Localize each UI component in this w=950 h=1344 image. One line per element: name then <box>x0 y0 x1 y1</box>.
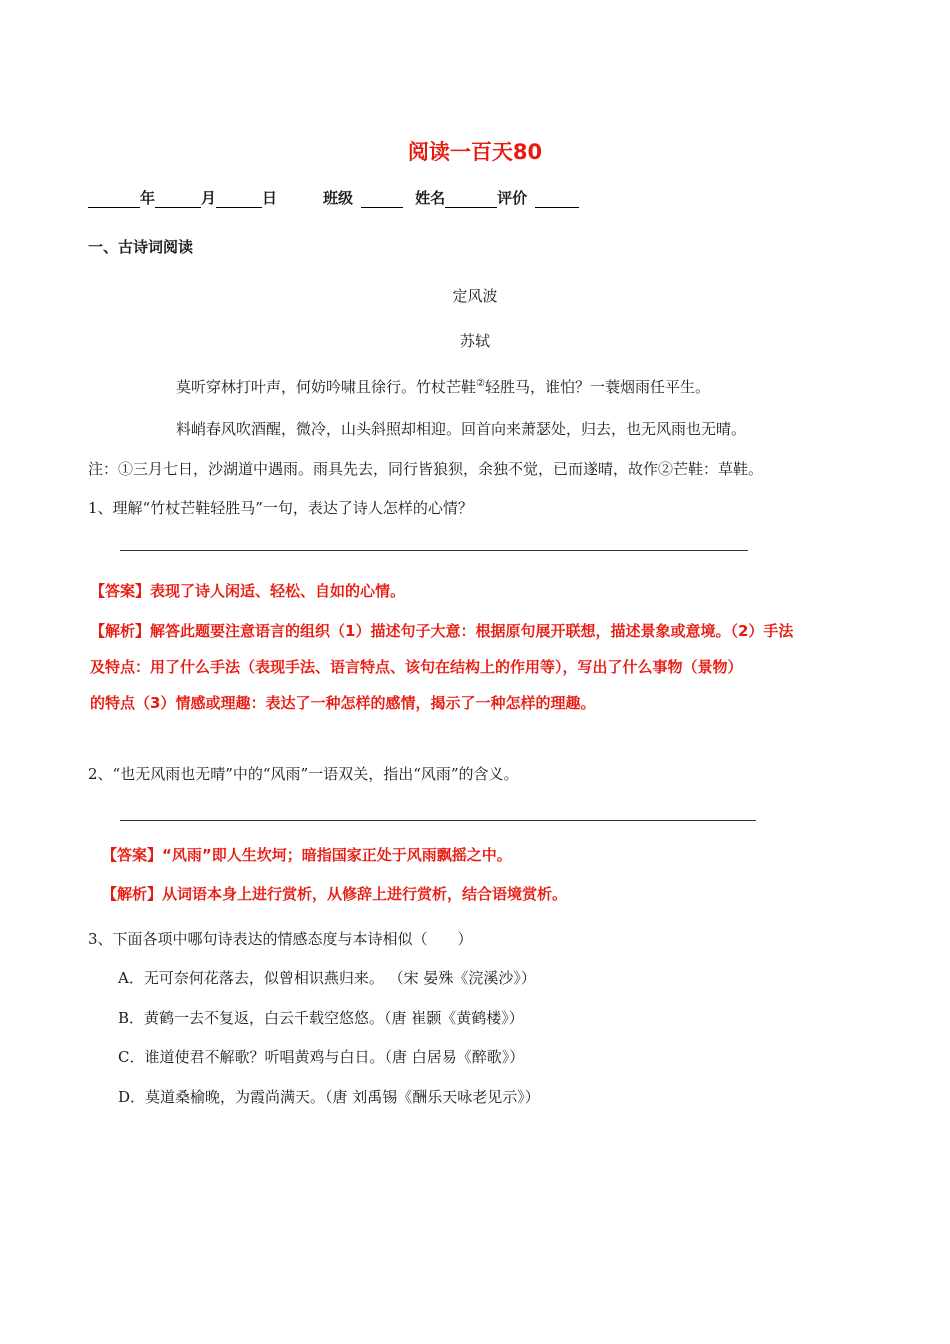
option-d: D．莫道桑榆晚，为霞尚满天。（唐 刘禹锡《酬乐天咏老见示》） <box>118 1088 540 1106</box>
name-blank <box>445 191 497 208</box>
q2-analysis: 【解析】从词语本身上进行赏析，从修辞上进行赏析，结合语境赏析。 <box>102 885 568 903</box>
name-label: 姓名 <box>415 189 446 207</box>
q1-analysis-line-1: 【解析】解答此题要注意语言的组织（1）描述句子大意：根据原句展开联想，描述景象或意境。（2）手法 <box>90 622 794 640</box>
rating-label: 评价 <box>497 189 528 207</box>
answer-line-1 <box>120 550 748 551</box>
question-2: 2、“也无风雨也无晴”中的“风雨”一语双关，指出“风雨”的含义。 <box>88 765 519 783</box>
poem-line-1: 莫听穿林打叶声，何妨吟啸且徐行。竹杖芒鞋②轻胜马，谁怕？一蓑烟雨任平生。 <box>176 378 710 396</box>
year-label: 年 <box>140 189 156 207</box>
page-title: 阅读一百天80 <box>407 140 543 164</box>
option-b: B．黄鹤一去不复返，白云千载空悠悠。（唐 崔颢《黄鹤楼》） <box>118 1009 524 1027</box>
q1-analysis-line-3: 的特点（3）情感或理趣：表达了一种怎样的感情，揭示了一种怎样的理趣。 <box>90 694 596 712</box>
month-blank <box>155 191 201 208</box>
month-label: 月 <box>201 189 217 207</box>
q1-analysis-line-2: 及特点：用了什么手法（表现手法、语言特点、该句在结构上的作用等），写出了什么事物（景物） <box>90 658 743 676</box>
q2-answer: 【答案】“风雨”即人生坎坷；暗指国家正处于风雨飘摇之中。 <box>102 846 512 864</box>
section-heading: 一、古诗词阅读 <box>88 238 194 256</box>
option-a: A．无可奈何花落去，似曾相识燕归来。 （宋 晏殊《浣溪沙》） <box>118 969 536 987</box>
poem-line-2: 料峭春风吹酒醒，微冷，山头斜照却相迎。回首向来萧瑟处，归去，也无风雨也无晴。 <box>176 420 747 438</box>
class-blank <box>361 191 403 208</box>
year-blank <box>88 191 140 208</box>
student-info-line <box>88 187 579 208</box>
question-1: 1、理解“竹杖芒鞋轻胜马”一句，表达了诗人怎样的心情？ <box>88 499 473 517</box>
option-c: C．谁道使君不解歌？听唱黄鸡与白日。（唐 白居易《醉歌》） <box>118 1048 525 1066</box>
poem-note: 注：①三月七日，沙湖道中遇雨。雨具先去，同行皆狼狈，余独不觉，已而遂晴，故作②芒鞋：草鞋。 <box>88 460 764 478</box>
class-label: 班级 <box>323 189 354 207</box>
answer-line-2 <box>120 820 756 821</box>
rating-blank <box>535 191 579 208</box>
poem-author: 苏轼 <box>459 332 490 350</box>
day-blank <box>216 191 262 208</box>
poem-title: 定风波 <box>452 287 498 305</box>
question-3: 3、下面各项中哪句诗表达的情感态度与本诗相似（ ） <box>88 930 473 948</box>
day-label: 日 <box>262 189 278 207</box>
q1-answer: 【答案】表现了诗人闲适、轻松、自如的心情。 <box>90 582 406 600</box>
